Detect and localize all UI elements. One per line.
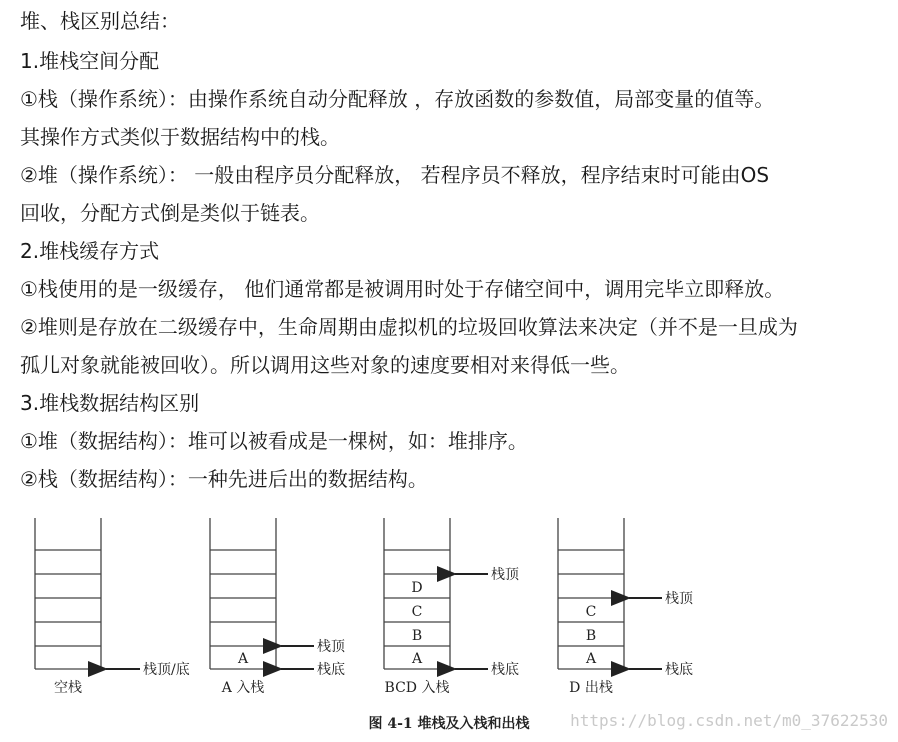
stack-label: BCD 入栈 bbox=[384, 680, 450, 696]
stack-cell: B bbox=[411, 628, 423, 644]
stack-d-pop bbox=[558, 518, 694, 696]
stack-empty bbox=[35, 518, 190, 696]
arrow-label: 栈底 bbox=[665, 662, 693, 678]
stack-a-push bbox=[210, 518, 346, 696]
paragraph-line: ②栈（数据结构）：一种先进后出的数据结构。 bbox=[20, 467, 428, 491]
stack-cell: A bbox=[585, 651, 597, 667]
heading-summary: 堆、栈区别总结： bbox=[20, 9, 180, 33]
section-2-title: 2.堆栈缓存方式 bbox=[20, 239, 160, 263]
stack-label: A 入栈 bbox=[221, 680, 265, 696]
arrow-label: 栈顶 bbox=[665, 591, 693, 607]
figure-caption: 图 4-1 堆栈及入栈和出栈 bbox=[368, 716, 530, 732]
stack-bcd-push bbox=[384, 518, 520, 696]
stack-cell: C bbox=[585, 604, 597, 620]
paragraph-line: 其操作方式类似于数据结构中的栈。 bbox=[20, 125, 340, 149]
paragraph-line: 回收，分配方式倒是类似于链表。 bbox=[20, 201, 320, 225]
stack-cell: D bbox=[411, 580, 423, 596]
arrow-label: 栈顶 bbox=[491, 567, 519, 583]
arrow-label: 栈底 bbox=[317, 662, 345, 678]
stack-cell: A bbox=[411, 651, 423, 667]
arrow-label: 栈顶 bbox=[317, 639, 345, 655]
watermark: https://blog.csdn.net/m0_37622530 bbox=[570, 711, 888, 730]
stack-cell: B bbox=[585, 628, 597, 644]
paragraph-line: ①堆（数据结构）：堆可以被看成是一棵树，如：堆排序。 bbox=[20, 429, 528, 453]
paragraph-line: ②堆（操作系统）： 一般由程序员分配释放， 若程序员不释放，程序结束时可能由OS bbox=[20, 163, 770, 187]
paragraph-line: ①栈（操作系统）：由操作系统自动分配释放 ，存放函数的参数值，局部变量的值等。 bbox=[20, 87, 775, 111]
stack-cell: A bbox=[237, 651, 249, 667]
paragraph-line: ①栈使用的是一级缓存， 他们通常都是被调用时处于存储空间中，调用完毕立即释放。 bbox=[20, 277, 785, 301]
stack-label: 空栈 bbox=[54, 680, 82, 696]
section-3-title: 3.堆栈数据结构区别 bbox=[20, 391, 200, 415]
paragraph-line: 孤儿对象就能被回收）。所以调用这些对象的速度要相对来得低一些。 bbox=[20, 353, 630, 377]
section-1-title: 1.堆栈空间分配 bbox=[20, 49, 160, 73]
arrow-label: 栈顶/底 bbox=[143, 662, 190, 678]
stack-cell: C bbox=[411, 604, 423, 620]
arrow-label: 栈底 bbox=[491, 662, 519, 678]
paragraph-line: ②堆则是存放在二级缓存中，生命周期由虚拟机的垃圾回收算法来决定（并不是一旦成为 bbox=[20, 315, 798, 339]
stack-label: D 出栈 bbox=[569, 680, 613, 696]
